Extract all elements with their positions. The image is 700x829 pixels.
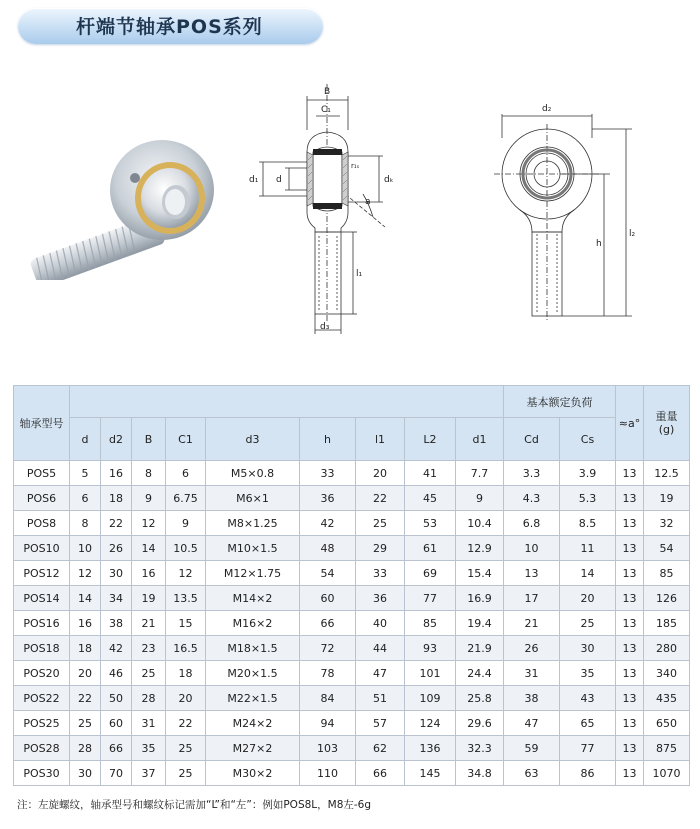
value-cell: 21 (504, 611, 560, 636)
value-cell: 77 (560, 736, 616, 761)
value-cell: 12 (166, 561, 206, 586)
value-cell: 435 (644, 686, 690, 711)
column-header: l1 (356, 418, 405, 461)
value-cell: 48 (300, 536, 356, 561)
label-r1s: r₁ₛ (351, 162, 360, 170)
value-cell: M8×1.25 (206, 511, 300, 536)
column-header: Cd (504, 418, 560, 461)
value-cell: 13 (616, 511, 644, 536)
value-cell: 5.3 (560, 486, 616, 511)
value-cell: 136 (405, 736, 456, 761)
model-cell: POS28 (14, 736, 70, 761)
value-cell: 40 (356, 611, 405, 636)
value-cell: 185 (644, 611, 690, 636)
table-row (14, 461, 690, 486)
value-cell: 70 (101, 761, 132, 786)
value-cell: 5 (70, 461, 101, 486)
value-cell: 12.5 (644, 461, 690, 486)
value-cell: 13 (616, 486, 644, 511)
model-cell: POS14 (14, 586, 70, 611)
model-cell: POS6 (14, 486, 70, 511)
value-cell: 25 (166, 761, 206, 786)
value-cell: 12 (132, 511, 166, 536)
value-cell: 62 (356, 736, 405, 761)
value-cell: 8 (70, 511, 101, 536)
value-cell: M27×2 (206, 736, 300, 761)
header-model: 轴承型号 (14, 386, 70, 461)
value-cell: 69 (405, 561, 456, 586)
value-cell: 12.9 (456, 536, 504, 561)
table-row (14, 711, 690, 736)
value-cell: 9 (456, 486, 504, 511)
value-cell: 6 (166, 461, 206, 486)
value-cell: 94 (300, 711, 356, 736)
value-cell: 16 (70, 611, 101, 636)
value-cell: 17 (504, 586, 560, 611)
value-cell: 18 (166, 661, 206, 686)
column-header: h (300, 418, 356, 461)
model-cell: POS22 (14, 686, 70, 711)
value-cell: 24.4 (456, 661, 504, 686)
spec-table (13, 385, 690, 786)
value-cell: 25 (560, 611, 616, 636)
value-cell: 16.9 (456, 586, 504, 611)
value-cell: 19 (644, 486, 690, 511)
value-cell: 9 (166, 511, 206, 536)
label-a: a (365, 197, 371, 207)
value-cell: 13 (616, 761, 644, 786)
value-cell: 8.5 (560, 511, 616, 536)
column-header-row (14, 418, 690, 461)
model-cell: POS30 (14, 761, 70, 786)
header-blank (70, 386, 504, 418)
value-cell: 42 (300, 511, 356, 536)
value-cell: 22 (166, 711, 206, 736)
value-cell: 53 (405, 511, 456, 536)
value-cell: 31 (132, 711, 166, 736)
value-cell: 10.5 (166, 536, 206, 561)
value-cell: 13 (616, 536, 644, 561)
header-weight: 重量 (g) (644, 386, 690, 461)
value-cell: 10 (70, 536, 101, 561)
value-cell: 22 (70, 686, 101, 711)
value-cell: 13 (616, 611, 644, 636)
value-cell: 13 (616, 461, 644, 486)
value-cell: 42 (101, 636, 132, 661)
table-row (14, 511, 690, 536)
value-cell: M22×1.5 (206, 686, 300, 711)
value-cell: 66 (356, 761, 405, 786)
value-cell: 34 (101, 586, 132, 611)
value-cell: 21 (132, 611, 166, 636)
table-row (14, 561, 690, 586)
column-header: L2 (405, 418, 456, 461)
value-cell: 13 (616, 636, 644, 661)
value-cell: 10 (504, 536, 560, 561)
value-cell: 3.9 (560, 461, 616, 486)
front-view-drawing (492, 94, 642, 324)
value-cell: 47 (504, 711, 560, 736)
value-cell: 66 (101, 736, 132, 761)
value-cell: 33 (300, 461, 356, 486)
value-cell: 22 (356, 486, 405, 511)
value-cell: 145 (405, 761, 456, 786)
value-cell: 23 (132, 636, 166, 661)
model-cell: POS18 (14, 636, 70, 661)
value-cell: 29.6 (456, 711, 504, 736)
label-d: d (276, 175, 282, 185)
table-body (14, 461, 690, 786)
value-cell: M16×2 (206, 611, 300, 636)
value-cell: 30 (101, 561, 132, 586)
value-cell: 124 (405, 711, 456, 736)
value-cell: 72 (300, 636, 356, 661)
value-cell: 9 (132, 486, 166, 511)
value-cell: 109 (405, 686, 456, 711)
value-cell: 43 (560, 686, 616, 711)
value-cell: 13 (616, 561, 644, 586)
value-cell: 12 (70, 561, 101, 586)
value-cell: 650 (644, 711, 690, 736)
model-cell: POS12 (14, 561, 70, 586)
value-cell: 85 (644, 561, 690, 586)
value-cell: 19 (132, 586, 166, 611)
value-cell: 35 (560, 661, 616, 686)
table-row (14, 611, 690, 636)
value-cell: 126 (644, 586, 690, 611)
value-cell: 77 (405, 586, 456, 611)
value-cell: 60 (300, 586, 356, 611)
value-cell: 25 (70, 711, 101, 736)
value-cell: 18 (70, 636, 101, 661)
label-C1: C₁ (321, 105, 331, 115)
value-cell: 59 (504, 736, 560, 761)
page-title: 杆端节轴承POS系列 (76, 16, 263, 38)
model-cell: POS5 (14, 461, 70, 486)
value-cell: 8 (132, 461, 166, 486)
value-cell: 25 (356, 511, 405, 536)
value-cell: M10×1.5 (206, 536, 300, 561)
value-cell: 101 (405, 661, 456, 686)
header-load-group: 基本额定负荷 (504, 386, 616, 418)
value-cell: 7.7 (456, 461, 504, 486)
value-cell: 54 (300, 561, 356, 586)
value-cell: 38 (101, 611, 132, 636)
value-cell: 30 (560, 636, 616, 661)
value-cell: 13 (616, 686, 644, 711)
table-row (14, 636, 690, 661)
model-cell: POS10 (14, 536, 70, 561)
label-d2: d₂ (542, 104, 552, 114)
value-cell: 15.4 (456, 561, 504, 586)
value-cell: 16.5 (166, 636, 206, 661)
value-cell: 15 (166, 611, 206, 636)
value-cell: 14 (70, 586, 101, 611)
model-cell: POS20 (14, 661, 70, 686)
value-cell: 33 (356, 561, 405, 586)
value-cell: 34.8 (456, 761, 504, 786)
value-cell: 6.75 (166, 486, 206, 511)
label-h: h (596, 239, 602, 249)
table-row (14, 661, 690, 686)
value-cell: 29 (356, 536, 405, 561)
model-cell: POS8 (14, 511, 70, 536)
value-cell: M5×0.8 (206, 461, 300, 486)
value-cell: 103 (300, 736, 356, 761)
value-cell: 47 (356, 661, 405, 686)
value-cell: 13.5 (166, 586, 206, 611)
value-cell: 32.3 (456, 736, 504, 761)
value-cell: 86 (560, 761, 616, 786)
label-d1: d₁ (249, 175, 259, 185)
value-cell: 875 (644, 736, 690, 761)
value-cell: 63 (504, 761, 560, 786)
section-drawing (245, 82, 425, 338)
value-cell: 41 (405, 461, 456, 486)
value-cell: 25 (166, 736, 206, 761)
value-cell: M20×1.5 (206, 661, 300, 686)
column-header: B (132, 418, 166, 461)
value-cell: 16 (132, 561, 166, 586)
table-row (14, 486, 690, 511)
value-cell: 20 (356, 461, 405, 486)
value-cell: 18 (101, 486, 132, 511)
product-photo (12, 130, 217, 280)
value-cell: 19.4 (456, 611, 504, 636)
value-cell: M30×2 (206, 761, 300, 786)
footnote: 注：左旋螺纹，轴承型号和螺纹标记需加“L”和“左”：例如POS8L，M8左-6g (17, 799, 372, 811)
column-header: d1 (456, 418, 504, 461)
model-cell: POS25 (14, 711, 70, 736)
value-cell: M18×1.5 (206, 636, 300, 661)
table-row (14, 586, 690, 611)
label-d3: d₃ (320, 322, 330, 332)
value-cell: 60 (101, 711, 132, 736)
value-cell: 32 (644, 511, 690, 536)
value-cell: 14 (132, 536, 166, 561)
value-cell: 3.3 (504, 461, 560, 486)
value-cell: 13 (616, 711, 644, 736)
value-cell: 36 (300, 486, 356, 511)
value-cell: 110 (300, 761, 356, 786)
value-cell: 13 (504, 561, 560, 586)
value-cell: 21.9 (456, 636, 504, 661)
value-cell: 31 (504, 661, 560, 686)
value-cell: 35 (132, 736, 166, 761)
value-cell: 28 (70, 736, 101, 761)
column-header: d3 (206, 418, 300, 461)
value-cell: 280 (644, 636, 690, 661)
value-cell: 51 (356, 686, 405, 711)
value-cell: 66 (300, 611, 356, 636)
label-B: B (324, 87, 331, 97)
value-cell: 22 (101, 511, 132, 536)
value-cell: 46 (101, 661, 132, 686)
value-cell: 1070 (644, 761, 690, 786)
value-cell: 10.4 (456, 511, 504, 536)
model-cell: POS16 (14, 611, 70, 636)
value-cell: 13 (616, 586, 644, 611)
value-cell: 84 (300, 686, 356, 711)
value-cell: 14 (560, 561, 616, 586)
value-cell: 20 (70, 661, 101, 686)
value-cell: 93 (405, 636, 456, 661)
value-cell: 54 (644, 536, 690, 561)
value-cell: 26 (504, 636, 560, 661)
value-cell: 44 (356, 636, 405, 661)
value-cell: 57 (356, 711, 405, 736)
value-cell: 4.3 (504, 486, 560, 511)
table-row (14, 761, 690, 786)
value-cell: 25.8 (456, 686, 504, 711)
table-row (14, 536, 690, 561)
value-cell: 13 (616, 661, 644, 686)
value-cell: 28 (132, 686, 166, 711)
value-cell: 37 (132, 761, 166, 786)
value-cell: 30 (70, 761, 101, 786)
value-cell: 11 (560, 536, 616, 561)
value-cell: 61 (405, 536, 456, 561)
value-cell: 13 (616, 736, 644, 761)
value-cell: M12×1.75 (206, 561, 300, 586)
column-header: Cs (560, 418, 616, 461)
value-cell: 340 (644, 661, 690, 686)
value-cell: 20 (560, 586, 616, 611)
value-cell: 50 (101, 686, 132, 711)
value-cell: 25 (132, 661, 166, 686)
table-row (14, 686, 690, 711)
header-angle: ≈a° (616, 386, 644, 461)
label-dk: dₖ (384, 175, 394, 185)
value-cell: M24×2 (206, 711, 300, 736)
value-cell: 6.8 (504, 511, 560, 536)
label-l2: l₂ (629, 229, 636, 239)
value-cell: 65 (560, 711, 616, 736)
value-cell: M6×1 (206, 486, 300, 511)
value-cell: 16 (101, 461, 132, 486)
value-cell: 20 (166, 686, 206, 711)
label-l1: l₁ (356, 269, 363, 279)
value-cell: 26 (101, 536, 132, 561)
value-cell: 36 (356, 586, 405, 611)
table-row (14, 736, 690, 761)
column-header: d (70, 418, 101, 461)
value-cell: M14×2 (206, 586, 300, 611)
value-cell: 45 (405, 486, 456, 511)
value-cell: 6 (70, 486, 101, 511)
column-header: d2 (101, 418, 132, 461)
column-header: C1 (166, 418, 206, 461)
value-cell: 38 (504, 686, 560, 711)
value-cell: 85 (405, 611, 456, 636)
value-cell: 78 (300, 661, 356, 686)
